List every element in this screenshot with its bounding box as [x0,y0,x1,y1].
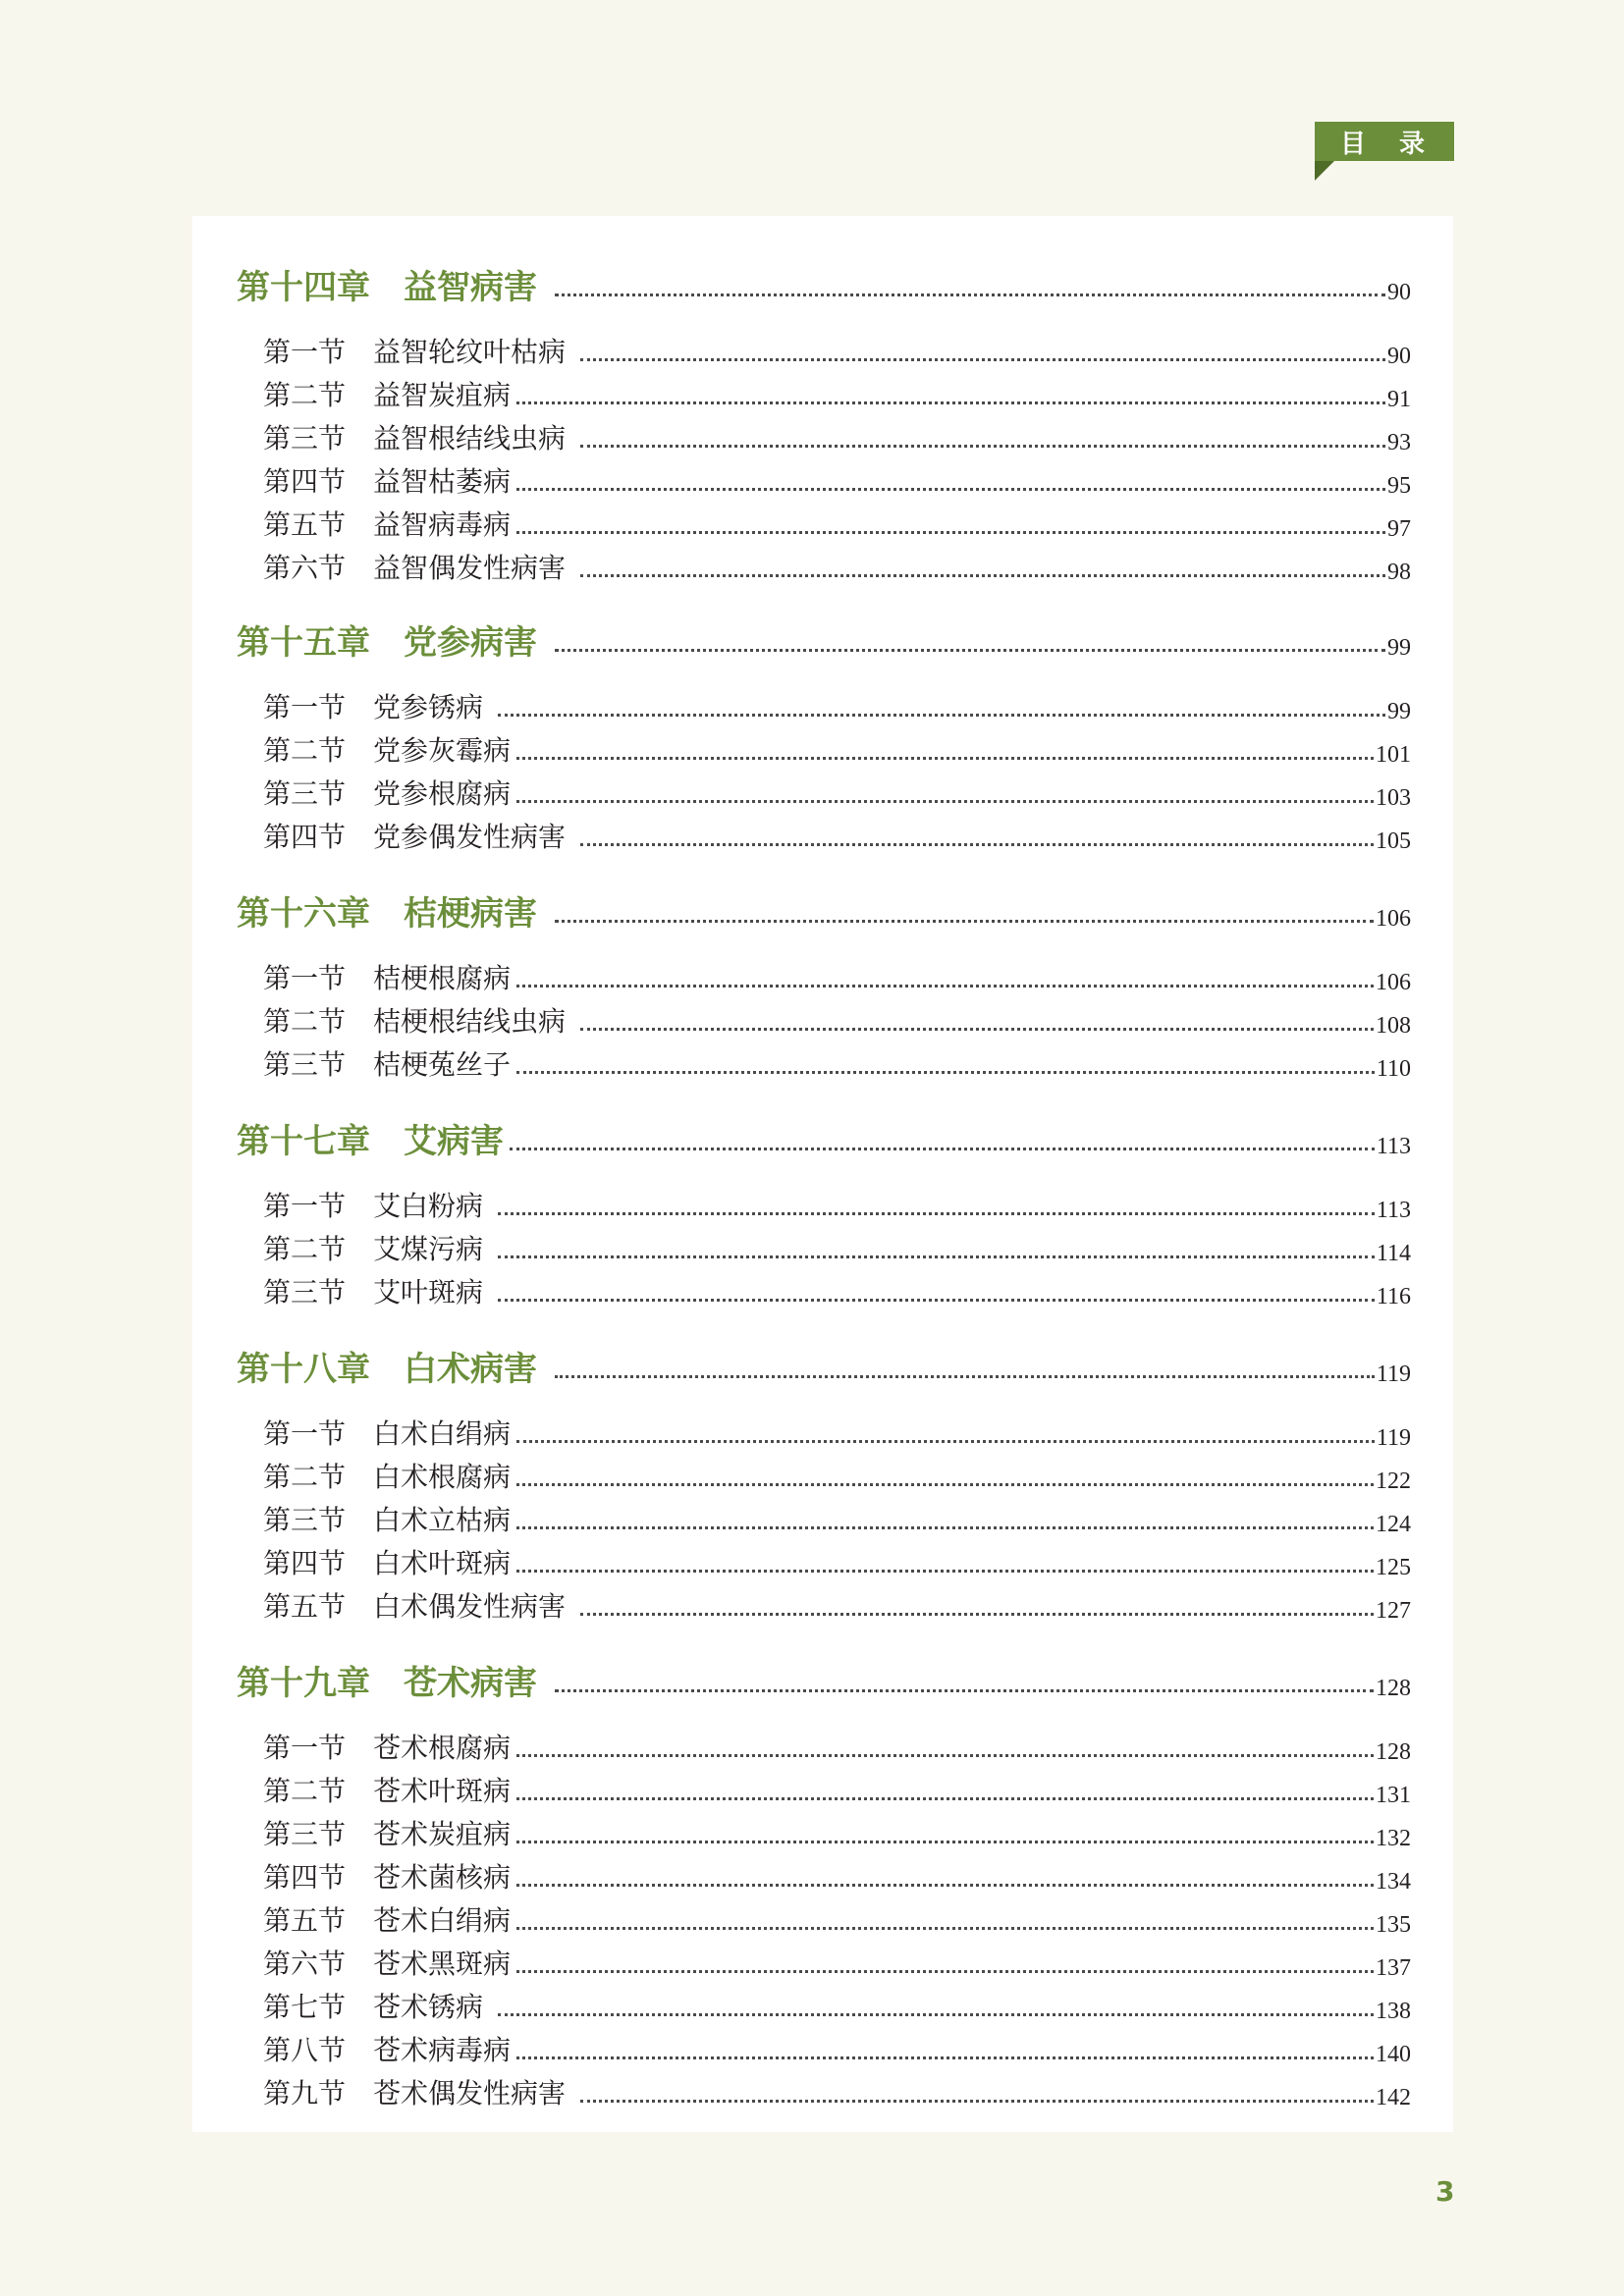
section-title: 第二节 苍术叶斑病 [263,1775,512,1807]
toc-section-entry[interactable] [237,1774,1411,1809]
page-ref: 90 [1387,280,1411,305]
section-title: 第三节 白术立枯病 [263,1504,512,1536]
section-title: 第三节 苍术炭疽病 [263,1818,512,1850]
toc-section-entry[interactable] [237,1589,1411,1625]
page-ref: 93 [1387,430,1411,455]
dot-leader [580,358,1385,361]
dot-leader [580,2100,1374,2103]
table-of-contents [192,216,1453,2132]
section-title: 第三节 益智根结线虫病 [263,422,574,454]
section-title: 第三节 桔梗菟丝子 [263,1048,512,1081]
toc-section-entry[interactable] [237,421,1411,456]
section-title: 第一节 益智轮纹叶枯病 [263,336,574,368]
toc-section-entry[interactable] [237,1546,1411,1581]
toc-section-entry[interactable] [237,733,1411,769]
toc-section-entry[interactable] [237,820,1411,855]
dot-leader [555,1375,1375,1378]
toc-chapter-entry[interactable] [237,1347,1411,1390]
dot-leader [516,757,1374,760]
toc-section-entry[interactable] [237,2076,1411,2111]
page-ref: 137 [1376,1955,1411,1981]
toc-chapter-entry[interactable] [237,620,1411,664]
dot-leader [498,1212,1375,1215]
page-ref: 90 [1387,344,1411,369]
toc-section-entry[interactable] [237,1903,1411,1939]
section-title: 第四节 苍术菌核病 [263,1861,512,1894]
toc-chapter-entry[interactable] [237,1661,1411,1704]
section-title: 第四节 党参偶发性病害 [263,821,574,853]
section-title: 第二节 益智炭疽病 [263,379,512,411]
toc-section-entry[interactable] [237,1232,1411,1267]
section-title: 第一节 白术白绢病 [263,1417,512,1450]
page-ref: 138 [1376,1999,1411,2024]
section-title: 第二节 白术根腐病 [263,1461,512,1493]
toc-section-entry[interactable] [237,1860,1411,1896]
chapter-title: 第十六章 桔梗病害 [237,894,549,934]
toc-section-entry[interactable] [237,1189,1411,1224]
page-ref: 113 [1376,1134,1411,1159]
page-ref: 110 [1376,1056,1411,1082]
toc-section-entry[interactable] [237,2033,1411,2068]
page-number: 3 [1435,2175,1455,2208]
toc-section-entry[interactable] [237,507,1411,543]
page-ref: 98 [1387,560,1411,585]
dot-leader [516,1483,1374,1486]
page-ref: 119 [1376,1425,1411,1451]
page-ref: 114 [1376,1241,1411,1266]
page-ref: 122 [1376,1468,1411,1494]
dot-leader [516,1841,1374,1843]
page-ref: 132 [1376,1826,1411,1851]
dot-leader [498,714,1385,717]
dot-leader [580,574,1385,577]
toc-section-entry[interactable] [237,1817,1411,1852]
dot-leader [516,1797,1374,1800]
dot-leader [498,1255,1375,1258]
toc-section-entry[interactable] [237,961,1411,996]
section-title: 第六节 苍术黑斑病 [263,1948,512,1980]
dot-leader [510,1148,1375,1150]
page-ref: 128 [1376,1739,1411,1765]
section-title: 第二节 党参灰霉病 [263,734,512,767]
chapter-title: 第十四章 益智病害 [237,268,549,307]
page-ref: 106 [1376,970,1411,995]
section-title: 第一节 苍术根腐病 [263,1732,512,1764]
toc-chapter-entry[interactable] [237,891,1411,934]
page-ref: 119 [1376,1362,1411,1387]
toc-section-entry[interactable] [237,464,1411,500]
page-ref: 108 [1376,1013,1411,1039]
section-title: 第四节 白术叶斑病 [263,1547,512,1579]
section-title: 第四节 益智枯萎病 [263,465,512,498]
dot-leader [516,1970,1374,1973]
toc-chapter-entry[interactable] [237,1119,1411,1162]
toc-section-entry[interactable] [237,1947,1411,1982]
page-ref: 140 [1376,2042,1411,2067]
dot-leader [516,1526,1374,1529]
toc-section-entry[interactable] [237,551,1411,586]
toc-section-entry[interactable] [237,1731,1411,1766]
chapter-title: 第十九章 苍术病害 [237,1664,549,1703]
toc-header-tag: 目 录 [1315,122,1454,161]
page-ref: 116 [1376,1284,1411,1309]
section-title: 第七节 苍术锈病 [263,1991,492,2023]
page-ref: 135 [1376,1912,1411,1938]
page-ref: 113 [1376,1198,1411,1223]
section-title: 第一节 艾白粉病 [263,1190,492,1222]
dot-leader [516,1440,1375,1443]
page-ref: 106 [1376,906,1411,932]
page-ref: 128 [1376,1676,1411,1701]
section-title: 第一节 党参锈病 [263,691,492,723]
dot-leader [516,1884,1374,1887]
dot-leader [555,649,1385,652]
page-ref: 91 [1387,387,1411,412]
dot-leader [555,294,1385,296]
toc-section-entry[interactable] [237,1460,1411,1495]
toc-section-entry[interactable] [237,1047,1411,1083]
section-title: 第二节 艾煤污病 [263,1233,492,1265]
dot-leader [580,1028,1374,1031]
toc-section-entry[interactable] [237,1990,1411,2025]
toc-section-entry[interactable] [237,335,1411,370]
page-ref: 103 [1376,785,1411,811]
dot-leader [516,1570,1374,1573]
dot-leader [516,1071,1375,1074]
page-ref: 134 [1376,1869,1411,1895]
dot-leader [580,843,1374,846]
page-ref: 142 [1376,2085,1411,2110]
toc-section-entry[interactable] [237,776,1411,812]
page-ref: 105 [1376,828,1411,854]
dot-leader [555,920,1374,923]
page-ref: 101 [1376,742,1411,768]
toc-section-entry[interactable] [237,1503,1411,1538]
section-title: 第五节 益智病毒病 [263,508,512,541]
section-title: 第三节 艾叶斑病 [263,1276,492,1308]
dot-leader [516,800,1374,803]
dot-leader [580,1613,1374,1616]
section-title: 第五节 白术偶发性病害 [263,1590,574,1623]
section-title: 第五节 苍术白绢病 [263,1904,512,1937]
toc-section-entry[interactable] [237,1275,1411,1310]
dot-leader [516,488,1385,491]
page-ref: 125 [1376,1555,1411,1580]
toc-section-entry[interactable] [237,378,1411,413]
page-ref: 95 [1387,473,1411,499]
chapter-title: 第十八章 白术病害 [237,1350,549,1389]
page-ref: 131 [1376,1783,1411,1808]
toc-section-entry[interactable] [237,690,1411,725]
chapter-title: 第十五章 党参病害 [237,623,549,663]
page-ref: 127 [1376,1598,1411,1624]
page-ref: 97 [1387,516,1411,542]
toc-section-entry[interactable] [237,1416,1411,1452]
dot-leader [516,401,1385,404]
toc-chapter-entry[interactable] [237,265,1411,308]
dot-leader [516,2056,1374,2059]
dot-leader [516,1754,1374,1757]
dot-leader [516,985,1374,988]
dot-leader [516,1927,1374,1930]
section-title: 第八节 苍术病毒病 [263,2034,512,2066]
page-ref: 99 [1387,699,1411,724]
dot-leader [516,531,1385,534]
toc-panel [192,216,1453,2132]
section-title: 第九节 苍术偶发性病害 [263,2077,574,2109]
section-title: 第二节 桔梗根结线虫病 [263,1005,574,1038]
chapter-title: 第十七章 艾病害 [237,1122,504,1161]
section-title: 第一节 桔梗根腐病 [263,962,512,994]
page-ref: 99 [1387,635,1411,661]
toc-header-tag-fold [1315,161,1334,181]
section-title: 第三节 党参根腐病 [263,777,512,810]
toc-section-entry[interactable] [237,1004,1411,1040]
dot-leader [580,445,1385,448]
section-title: 第六节 益智偶发性病害 [263,552,574,584]
page-ref: 124 [1376,1512,1411,1537]
dot-leader [555,1689,1374,1692]
dot-leader [498,1299,1375,1302]
dot-leader [498,2013,1374,2016]
